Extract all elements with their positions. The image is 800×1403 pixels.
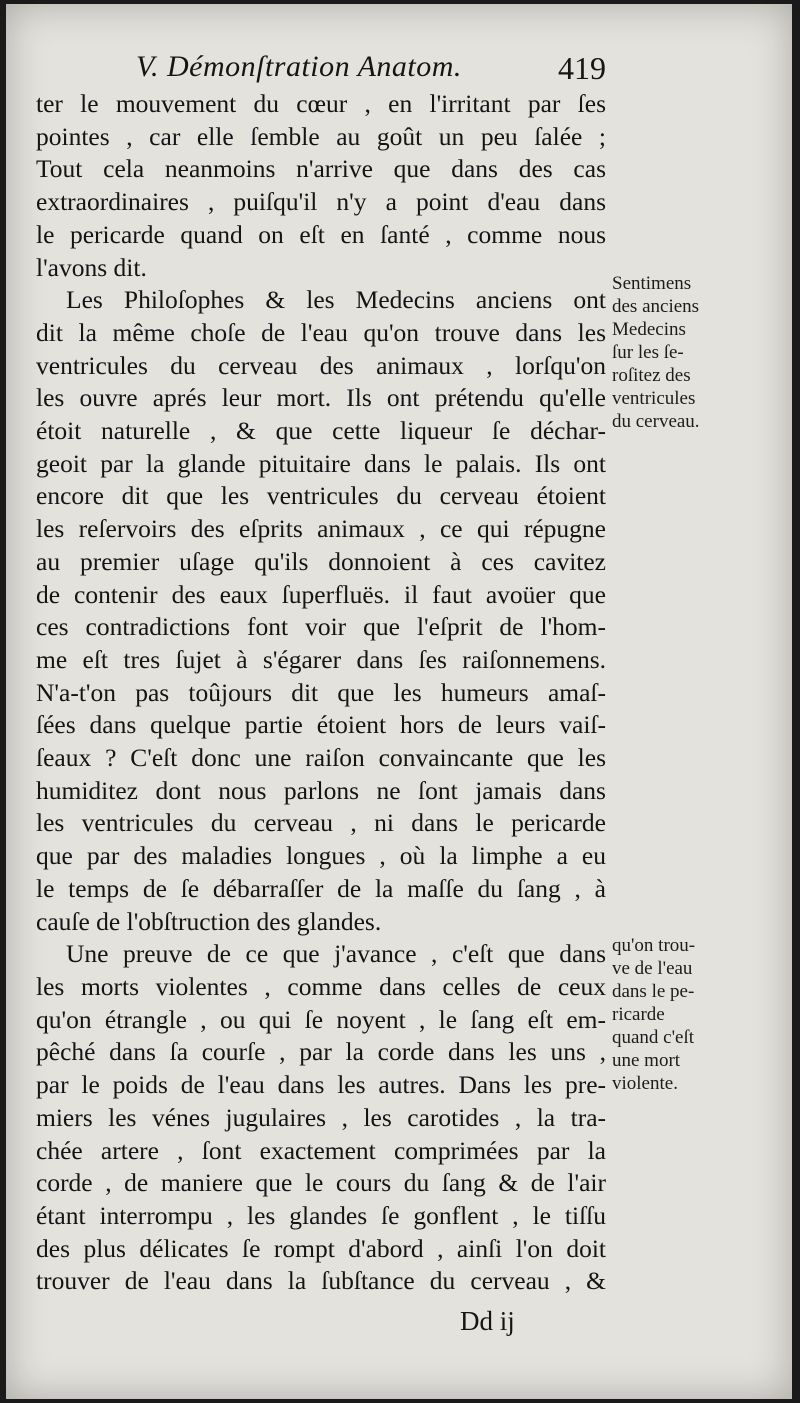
margin-note-line: roſitez des <box>612 365 691 386</box>
text-line: les morts violentes , comme dans celles de ceux <box>36 971 606 1001</box>
text-line: N'a-t'on pas toûjours dit que les humeurs amaſ- <box>36 677 606 707</box>
margin-note-line: violente. <box>612 1073 678 1094</box>
text-line: extraordinaires , puiſqu'il n'y a point d'eau dans <box>36 187 606 217</box>
margin-note-line: ſur les ſe- <box>612 342 684 363</box>
text-line: pointes , car elle ſemble au goût un peu ſalée ; <box>36 121 606 151</box>
margin-note-line: quand c'eſt <box>612 1027 695 1048</box>
text-line: pêché dans ſa courſe , par la corde dans les uns , <box>36 1037 606 1067</box>
text-line: miers les vénes jugulaires , les carotides , la tra- <box>36 1102 606 1132</box>
margin-note-line: dans le pe- <box>612 981 695 1002</box>
margin-note-line: des anciens <box>612 296 700 317</box>
margin-note-line: qu'on trou- <box>612 935 696 956</box>
text-line: corde , de maniere que le cours du ſang & de l'air <box>36 1168 606 1198</box>
text-line: me eſt tres ſujet à s'égarer dans ſes raiſonnemens. <box>36 644 606 674</box>
text-line: humiditez dont nous parlons ne ſont jamais dans <box>36 775 606 805</box>
text-line: qu'on étrangle , ou qui ſe noyent , le ſang eſt em- <box>36 1004 606 1034</box>
margin-note-line: Medecins <box>612 319 686 340</box>
book-page <box>6 4 792 1399</box>
text-line: que par des maladies longues , où la limphe a eu <box>36 841 606 871</box>
text-line: ter le mouvement du cœur , en l'irritant par ſes <box>36 89 606 118</box>
margin-note-line: Sentimens <box>612 273 692 294</box>
margin-note-line: une mort <box>612 1050 681 1071</box>
main-text <box>36 88 606 1298</box>
text-line: chée artere , ſont exactement comprimées par la <box>36 1135 606 1165</box>
text-line: ces contradictions font voir que l'eſprit de l'hom- <box>36 612 606 642</box>
page-number: 419 <box>558 50 606 86</box>
running-head: V. Démonſtration Anatom. <box>136 50 462 83</box>
margin-note-line: ve de l'eau <box>612 958 693 979</box>
margin-note-line: du cerveau. <box>612 411 700 432</box>
text-line: au premier uſage qu'ils donnoient à ces cavitez <box>36 546 606 576</box>
text-line: les reſervoirs des eſprits animaux , ce qui répugne <box>36 514 606 544</box>
text-line: Une preuve de ce que j'avance , c'eſt que dans <box>66 939 606 969</box>
margin-note-violent-death <box>612 934 722 1095</box>
text-line: le pericarde quand on eſt en ſanté , comme nous <box>36 219 606 249</box>
text-line: par le poids de l'eau dans les autres. Dans les pre- <box>36 1070 606 1100</box>
text-line: les ventricules du cerveau , ni dans le pericarde <box>36 808 606 838</box>
text-line: geoit par la glande pituitaire dans le palais. Ils ont <box>36 448 606 478</box>
text-line: de contenir des eaux ſuperfluës. il faut avoüer que <box>36 579 606 609</box>
text-line: dit la même choſe de l'eau qu'on trouve dans les <box>36 317 606 347</box>
text-line: encore dit que les ventricules du cerveau étoient <box>36 481 606 511</box>
text-line: étant interrompu , les glandes ſe gonflent , le tiſſu <box>36 1200 606 1230</box>
text-line: l'avons dit. <box>36 252 147 282</box>
text-line: le temps de ſe débarraſſer de la maſſe du ſang , à <box>36 873 606 903</box>
text-line: ventricules du cerveau des animaux , lorſqu'on <box>36 350 606 380</box>
text-line: cauſe de l'obſtruction des glandes. <box>36 906 382 936</box>
text-line: des plus délicates ſe rompt d'abord , ainſi l'on doit <box>36 1233 606 1263</box>
signature-mark: Dd ij <box>460 1306 515 1336</box>
text-line: Les Philoſophes & les Medecins anciens ont <box>66 285 606 315</box>
margin-note-line: ventricules <box>612 388 696 409</box>
text-line: ſeaux ? C'eſt donc une raiſon convaincante que les <box>36 743 606 773</box>
margin-note-line: ricarde <box>612 1004 665 1025</box>
text-line: Tout cela neanmoins n'arrive que dans des cas <box>36 154 606 184</box>
margin-note-ancient-opinions <box>612 272 722 433</box>
text-line: ſées dans quelque partie étoient hors de leurs vaiſ- <box>36 710 606 740</box>
text-line: étoit naturelle , & que cette liqueur ſe déchar- <box>36 416 606 446</box>
text-line: trouver de l'eau dans la ſubſtance du cerveau , & <box>36 1266 606 1296</box>
text-line: les ouvre aprés leur mort. Ils ont prétendu qu'elle <box>36 383 606 413</box>
